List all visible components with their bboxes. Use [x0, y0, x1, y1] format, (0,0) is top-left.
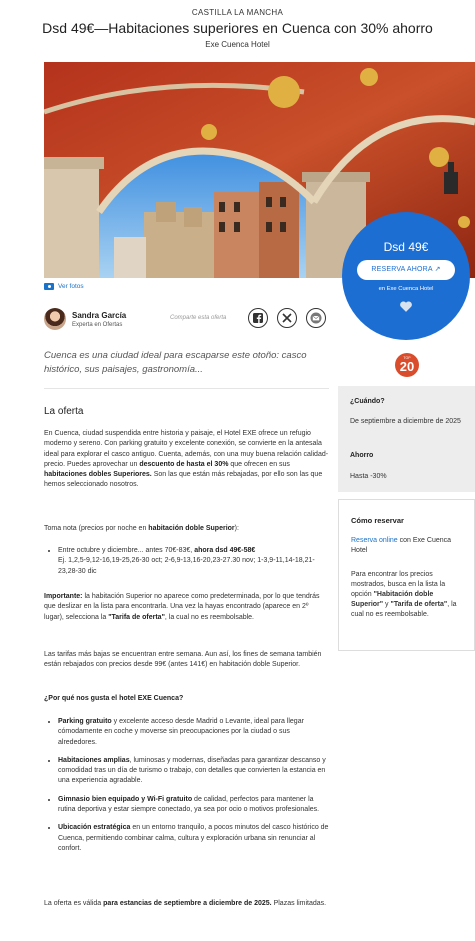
- section-divider: [44, 388, 329, 389]
- badge-top-label: TOP: [403, 356, 411, 360]
- email-icon: [310, 312, 322, 324]
- when-dates: De septiembre a diciembre de 2025: [350, 418, 461, 425]
- facebook-share-button[interactable]: [248, 308, 268, 328]
- heart-icon[interactable]: [399, 300, 413, 314]
- offer-paragraph-2: Toma nota (precios por noche en habitación doble Superior):: [44, 525, 239, 532]
- author-role: Experta en Ofertas: [72, 321, 123, 328]
- savings-value: Hasta -30%: [350, 473, 387, 480]
- price-list: [44, 546, 329, 585]
- book-now-label: RESERVA AHORA: [371, 266, 433, 273]
- list-item: • Habitaciones amplias, luminosas y modernas, diseñadas para garantizar descanso y comodidad tras un día de turismo o trabajo, con detalles que convierten la estancia en una experiencia agradable.: [58, 756, 329, 787]
- camera-icon: [44, 283, 54, 290]
- validity-paragraph: La oferta es válida para estancias de septiembre a diciembre de 2025. Plazas limitadas.: [44, 900, 327, 907]
- online-booking-link[interactable]: Reserva online: [351, 537, 398, 544]
- author-name: Sandra García: [72, 310, 127, 320]
- booking-instructions: Para encontrar los precios mostrados, busca en la lista la opción "Habitación doble Superior" y "Tarifa de oferta", la cual no es reembolsable.: [351, 571, 457, 618]
- author-block[interactable]: [44, 308, 126, 330]
- page-title: Dsd 49€—Habitaciones superiores en Cuenca con 30% ahorro: [42, 20, 433, 36]
- intro-text: Cuenca es una ciudad ideal para escaparse este otoño: casco histórico, sus paisajes, gastronomía...: [44, 350, 307, 375]
- offer-paragraph-4: Las tarifas más bajas se encuentran entre semana. Aun así, los fines de semana también están rebajados con precios desde 99€ (antes 141€) en habitación doble Superior.: [44, 651, 322, 669]
- category-kicker: CASTILLA LA MANCHA: [191, 8, 284, 17]
- facebook-icon: [252, 312, 264, 324]
- provider-name: Exe Cuenca Hotel: [205, 40, 270, 49]
- booking-link-text: Reserva online con Exe Cuenca Hotel: [351, 537, 452, 554]
- book-now-button[interactable]: [357, 260, 455, 280]
- how-to-book-box: [338, 499, 475, 651]
- view-photos-link[interactable]: [44, 283, 84, 290]
- x-share-button[interactable]: [277, 308, 297, 328]
- share-label: Comparte esta oferta: [170, 315, 227, 321]
- savings-heading: Ahorro: [350, 452, 374, 459]
- offer-paragraph-1: En Cuenca, ciudad suspendida entre historia y paisaje, el Hotel EXE ofrece un refugio moderno y sereno. Con parking gratuito y excelente conexión, se convierte en la antesala ideal para explorar el casco antiguo. Cuenta, además, con una muy buena relación calidad-precio. Puedes aprovechar un descuento de hasta el 30% que ofrecen en sus habitaciones dobles Superiores. Son las que están más rebajadas, por ello son las que hemos seleccionado nosotros.: [44, 430, 329, 489]
- deal-price-circle: [342, 212, 470, 340]
- why-heading: ¿Por qué nos gusta el hotel EXE Cuenca?: [44, 695, 184, 702]
- offer-heading: La oferta: [44, 406, 84, 417]
- list-item: • Gimnasio bien equipado y Wi-Fi gratuito de calidad, perfectos para mantener la rutina deportiva y estar siempre conectado, ya sea por ocio o motivos profesionales.: [58, 795, 329, 816]
- external-link-icon: ↗: [434, 266, 441, 273]
- how-to-book-heading: Cómo reservar: [351, 516, 404, 525]
- why-list: [44, 717, 329, 862]
- view-photos-label: Ver fotos: [58, 283, 84, 290]
- list-item: • Ubicación estratégica en un entorno tranquilo, a pocos minutos del casco histórico de Cuenca, permitiendo combinar calma, cultura y exploración urbana sin renunciar al confort.: [58, 823, 329, 854]
- list-item: • Parking gratuito y excelente acceso desde Madrid o Levante, ideal para llegar cómodamente en coche y moverse sin preocupaciones por la ciudad o sus alrededores.: [58, 717, 329, 748]
- badge-number: 20: [399, 359, 415, 374]
- when-box: [338, 386, 475, 492]
- deal-provider: en Exe Cuenca Hotel: [378, 286, 434, 292]
- deal-price: Dsd 49€: [383, 240, 429, 254]
- offer-paragraph-3: Importante: la habitación Superior no aparece como predeterminada, por lo que tendrás que deslizar en la lista para encontrarla. Una vez la hayas encontrado (aparece en 2º lugar), selecciona la "Tarifa de oferta", la cual no es reembolsable.: [44, 593, 320, 621]
- when-heading: ¿Cuándo?: [350, 398, 385, 405]
- email-share-button[interactable]: [306, 308, 326, 328]
- author-avatar: [44, 308, 66, 330]
- top-20-badge: [395, 353, 419, 377]
- x-icon: [281, 312, 293, 324]
- list-item: • Entre octubre y diciembre... antes 70€-83€, ahora dsd 49€-58€ Ej. 1,2,5-9,12-16,19-25,26-30 oct; 2-6,9-13,16-20,23-27.30 nov; 1-3,9-11,14-18,21-23,28-30 dic: [58, 546, 329, 577]
